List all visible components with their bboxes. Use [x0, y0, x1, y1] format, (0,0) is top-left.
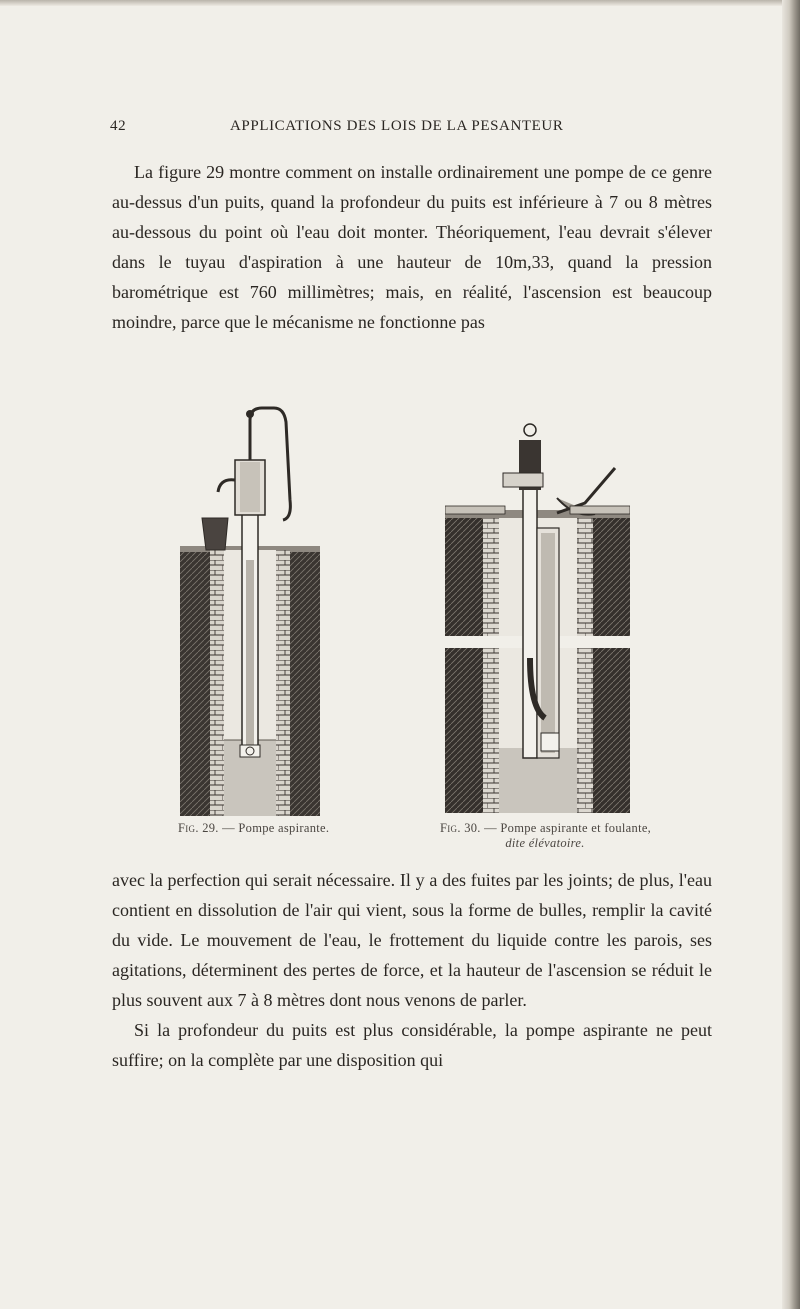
figure-29-label: Fig. 29.	[178, 821, 219, 835]
page-binding-edge	[782, 0, 800, 1309]
running-title: APPLICATIONS DES LOIS DE LA PESANTEUR	[230, 118, 564, 134]
figure-30-label: Fig. 30.	[440, 821, 481, 835]
figure-29-suction-pump	[180, 400, 320, 816]
paragraph-2: avec la perfection qui serait nécessaire. Il y a des fuites par les joints; de plus, l'eau contient en dissolution de l'air qui vient, sous la forme de bulles, remplir la cavité du vide. Le mouvement de l'eau, le frottement du liquide contre les parois, ses agitations, déterminent des pertes de force, et la hauteur de l'ascension se réduit le plus souvent aux 7 à 8 mètres dont nous venons de parler.	[112, 870, 712, 1010]
text-block-bottom	[112, 865, 712, 1075]
figure-30-caption-line2: dite élévatoire.	[505, 836, 585, 850]
figure-29-caption	[178, 821, 329, 836]
figure-30-caption	[440, 821, 650, 851]
figure-30-caption-text: — Pompe aspirante et foulante,	[484, 821, 652, 835]
page-number: 42	[110, 118, 127, 134]
figure-29-caption-text: — Pompe aspirante.	[222, 821, 330, 835]
text-block-top	[112, 157, 712, 337]
figure-30-suction-force-pump	[445, 418, 630, 813]
page-top-edge	[0, 0, 800, 6]
paragraph-3: Si la profondeur du puits est plus considérable, la pompe aspirante ne peut suffire; on la complète par une disposition qui	[112, 1020, 712, 1070]
paragraph-1: La figure 29 montre comment on installe ordinairement une pompe de ce genre au-dessus d'un puits, quand la profondeur du puits est inférieure à 7 ou 8 mètres au-dessous du point où l'eau doit monter. Théoriquement, l'eau devrait s'élever dans le tuyau d'aspiration à une hauteur de 10m,33, quand la pression barométrique est 760 millimètres; mais, en réalité, l'ascension est beaucoup moindre, parce que le mécanisme ne fonctionne pas	[112, 162, 712, 332]
running-header	[110, 118, 750, 140]
